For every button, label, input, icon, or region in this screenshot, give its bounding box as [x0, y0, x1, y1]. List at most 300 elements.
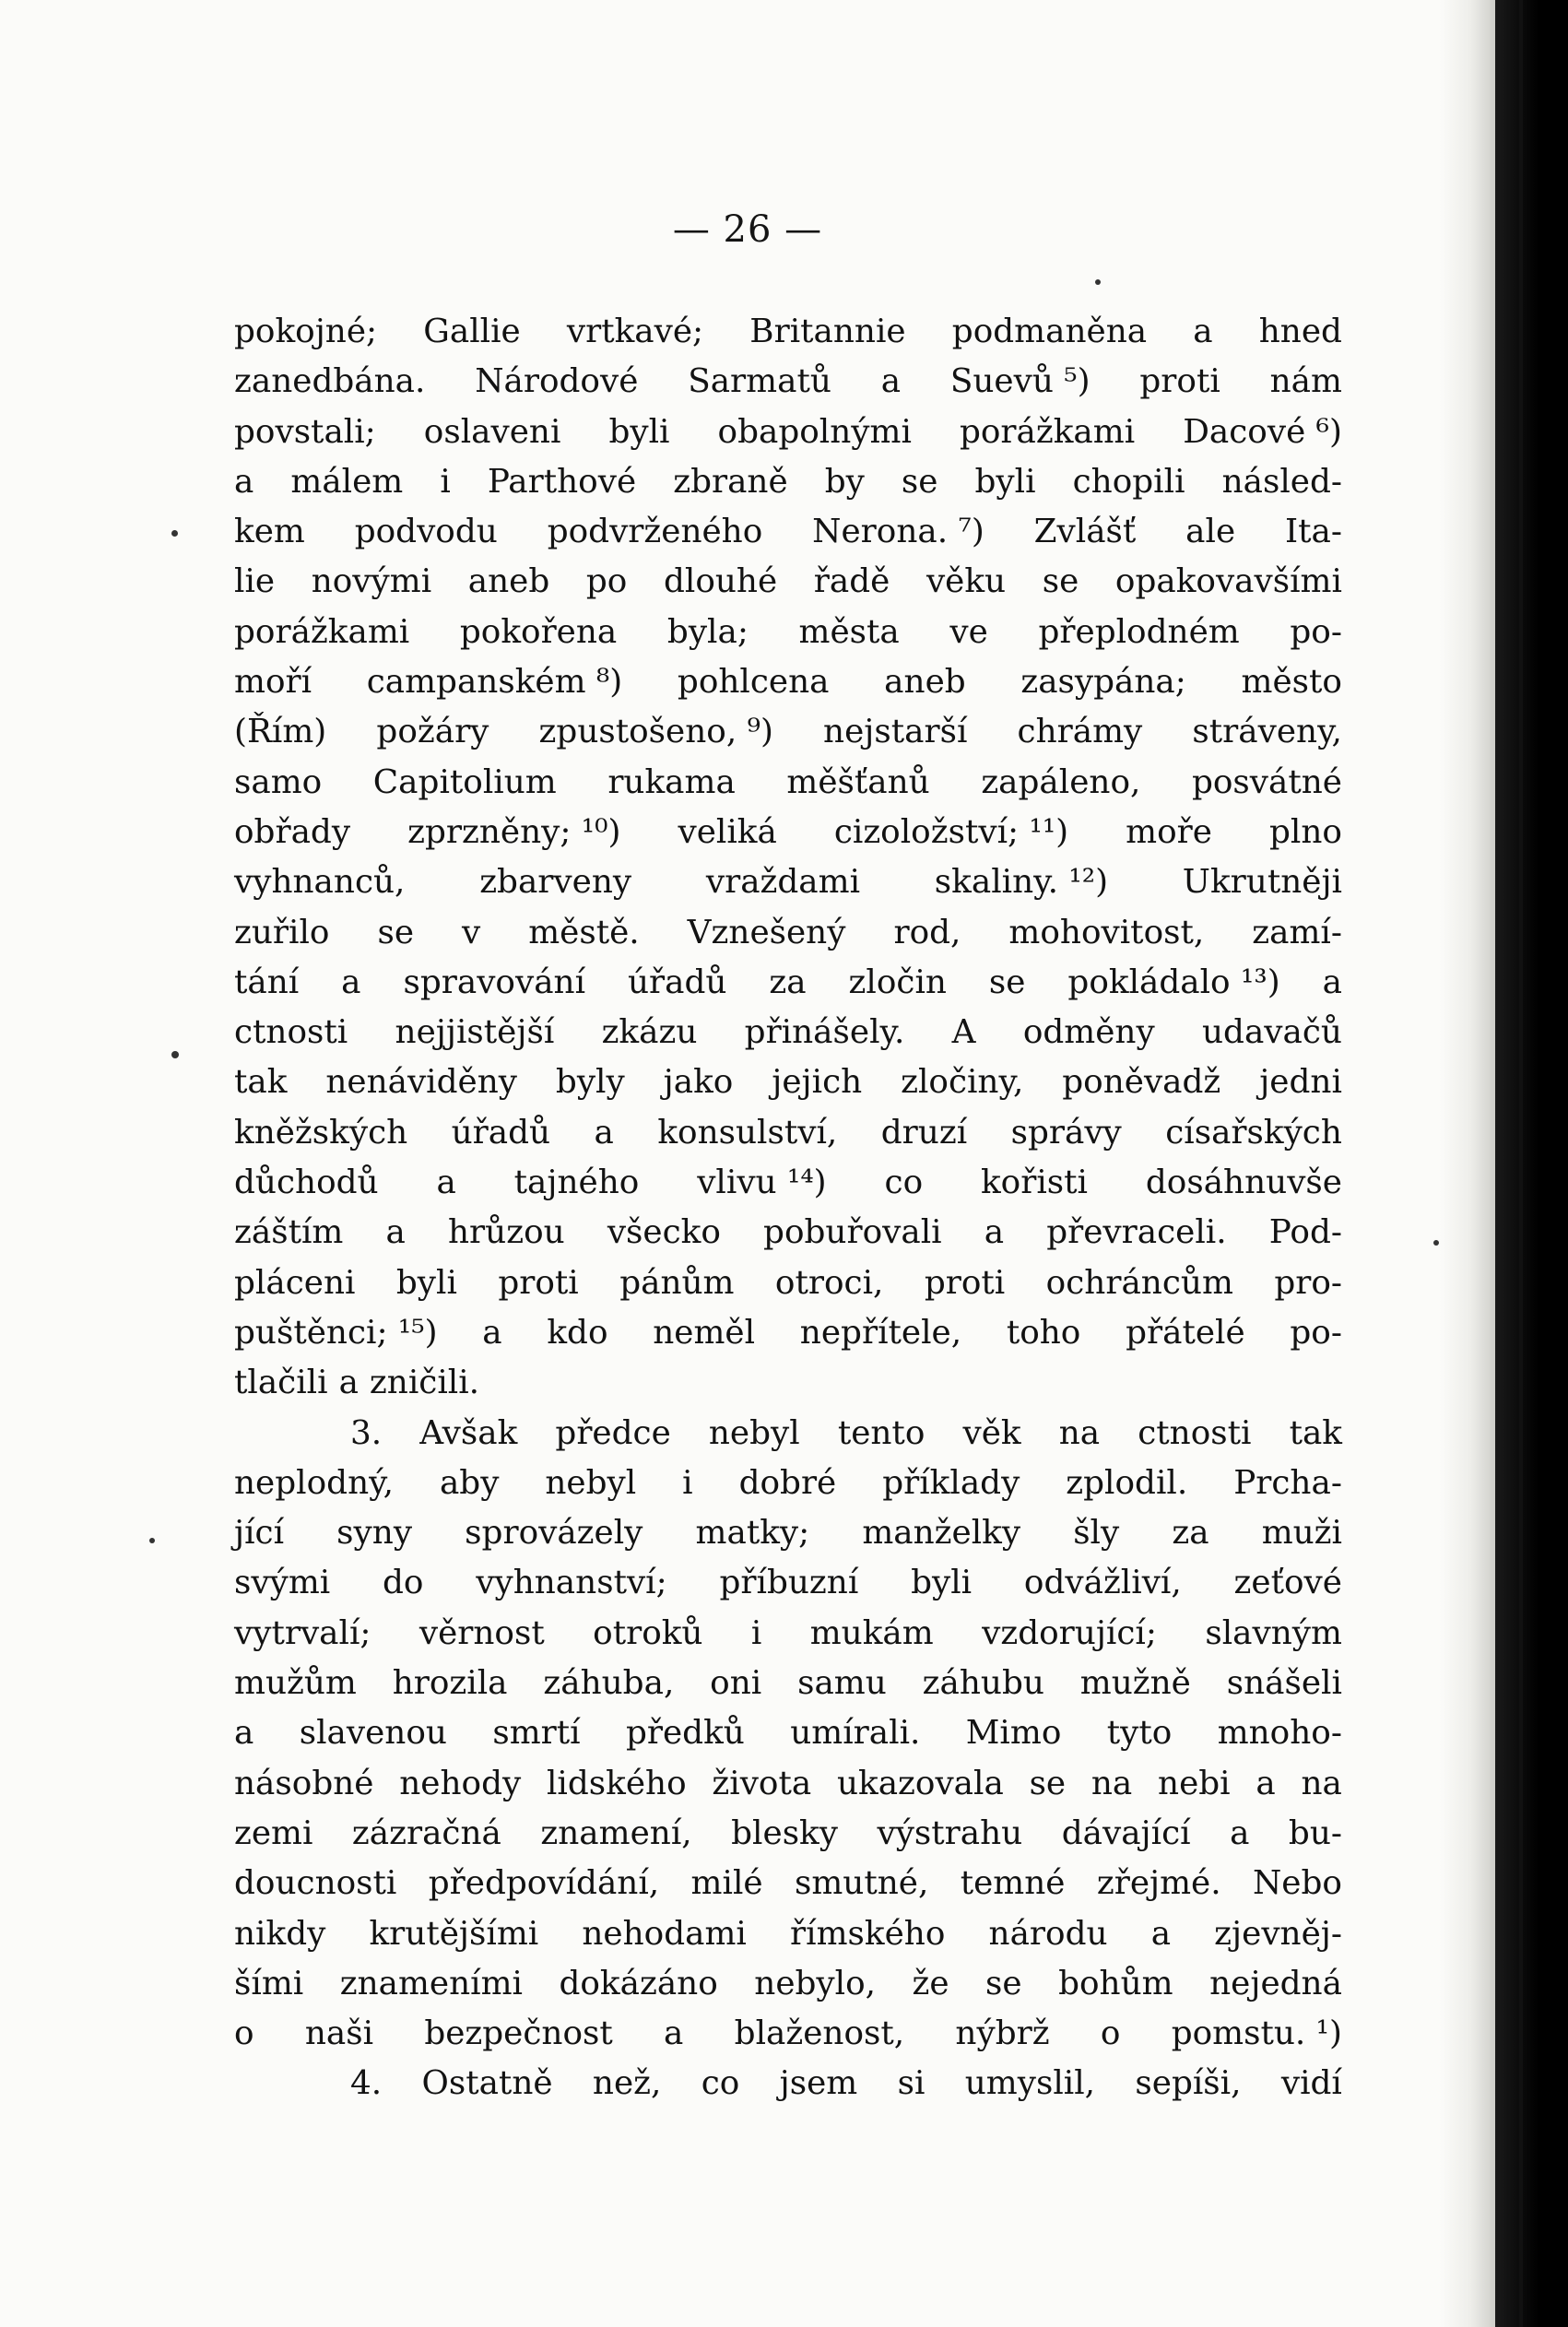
word: ochráncům [1045, 1263, 1233, 1302]
word: nám [1269, 362, 1342, 401]
word: jejich [772, 1063, 863, 1102]
word: ukazovala [836, 1764, 1004, 1802]
word: novými [311, 562, 432, 601]
word: Zvlášť [1033, 513, 1137, 551]
word: násobné [234, 1764, 374, 1802]
word: pánům [619, 1263, 735, 1302]
word: pro- [1274, 1263, 1342, 1302]
text-line [234, 2059, 1342, 2108]
word: tak [234, 1063, 288, 1102]
text-line [234, 857, 1342, 907]
word: a [594, 1113, 614, 1152]
word: a [436, 1164, 456, 1202]
word: nebyl [545, 1463, 637, 1502]
text-line [234, 1158, 1342, 1208]
word: římského [790, 1914, 946, 1953]
word: mukám [809, 1613, 934, 1652]
word: se [901, 462, 938, 501]
word: Parthové [487, 462, 637, 501]
word: zbarveny [479, 863, 632, 902]
word: zničili. [369, 1364, 480, 1402]
word: moře [1126, 812, 1212, 851]
word: že [912, 1964, 949, 2002]
word: odměny [1022, 1013, 1155, 1052]
word: chrámy [1017, 713, 1143, 751]
text-line [234, 307, 1342, 357]
word: smutné, [794, 1864, 929, 1903]
word: ctnosti [1138, 1413, 1252, 1452]
word: nebylo, [754, 1964, 877, 2002]
ink-speck [171, 1051, 179, 1058]
word: nejstarší [823, 713, 968, 751]
word: dlouhé [663, 562, 778, 601]
word: předce [555, 1413, 671, 1452]
word: tlačili [234, 1364, 328, 1402]
word: podvrženého [547, 513, 763, 551]
word: samo [234, 762, 323, 801]
word: zasypána; [1020, 663, 1186, 702]
word: pohlcena [677, 663, 830, 702]
word: a [1150, 1914, 1172, 1953]
word: sprovázely [465, 1514, 643, 1553]
text-line [234, 408, 1342, 457]
word: neměl [653, 1313, 756, 1352]
word: věrnost [419, 1613, 545, 1652]
word: Pod- [1268, 1213, 1342, 1252]
page-number: — 26 — [672, 208, 823, 251]
word: vyhnanců, [234, 863, 406, 902]
word: obapolnými [717, 412, 912, 451]
word: věku [925, 562, 1007, 601]
word: a [482, 1313, 502, 1352]
word: po- [1290, 1313, 1342, 1352]
word: byli [395, 1263, 457, 1302]
word: slavenou [299, 1714, 447, 1753]
word: záhuba, [543, 1664, 675, 1703]
word: městě. [528, 913, 640, 951]
word: a [338, 1364, 359, 1402]
word: nenáviděny [325, 1063, 518, 1102]
word: předků [625, 1714, 745, 1753]
word: moří [234, 663, 312, 702]
word: cizoložství; ¹¹) [833, 812, 1069, 851]
text-line [234, 1508, 1342, 1558]
word: tání [234, 963, 300, 1001]
word: nehody [399, 1764, 522, 1802]
word: slavným [1205, 1613, 1342, 1652]
word: všecko [607, 1213, 721, 1252]
word: šly [1073, 1514, 1120, 1553]
text-line [234, 1859, 1342, 1908]
word: vzdorující; [982, 1613, 1157, 1652]
text-line [234, 908, 1342, 958]
word: tajného [513, 1164, 640, 1202]
text-line [234, 1208, 1342, 1258]
word: rukama [607, 762, 736, 801]
word: nebyl [708, 1413, 800, 1452]
word: vyhnanství; [476, 1564, 667, 1602]
word: co [884, 1164, 924, 1202]
word: kdo [547, 1313, 608, 1352]
word: syny [336, 1514, 413, 1553]
text-line [234, 1809, 1342, 1859]
word: po- [1290, 612, 1342, 651]
word: otroků [593, 1613, 703, 1652]
word: lidského [546, 1764, 687, 1802]
word: o [1100, 2014, 1121, 2053]
word: snášeli [1226, 1664, 1342, 1703]
word: dávající [1061, 1813, 1191, 1852]
text-line [234, 1108, 1342, 1158]
text-line [234, 1459, 1342, 1508]
word: zprzněny; ¹⁰) [407, 812, 621, 851]
word: vrtkavé; [566, 313, 704, 350]
word: znamení, [540, 1813, 692, 1852]
ink-speck [1095, 279, 1101, 285]
word: Ostatně [421, 2064, 553, 2103]
word: Capitolium [372, 762, 557, 801]
word: neplodný, [234, 1463, 394, 1502]
word: hned [1258, 313, 1342, 350]
word: A [951, 1013, 976, 1052]
word: dokázáno [559, 1964, 718, 2002]
word: Nebo [1252, 1864, 1342, 1903]
word: 3. [350, 1413, 383, 1452]
word: příklady [882, 1463, 1020, 1502]
word: na [1301, 1764, 1342, 1802]
word: po [585, 562, 628, 601]
word: oslaveni [423, 412, 561, 451]
word: by [824, 462, 865, 501]
word: (Řím) [234, 713, 327, 751]
word: a [1193, 313, 1213, 350]
word: mužům [234, 1664, 357, 1703]
word: rod, [893, 913, 961, 951]
word: a [1322, 963, 1342, 1001]
text-line [234, 1609, 1342, 1659]
word: Suevů ⁵) [949, 362, 1091, 401]
text-line [234, 958, 1342, 1008]
word: se [1029, 1764, 1067, 1802]
text-line [234, 758, 1342, 808]
word: znameními [339, 1964, 523, 2002]
word: aby [439, 1463, 500, 1502]
word: povstali; [234, 412, 376, 451]
word: šími [234, 1964, 304, 2002]
word: úřadů [451, 1113, 551, 1152]
word: i [750, 1613, 762, 1652]
word: požáry [376, 713, 489, 751]
word: porážkami [234, 612, 410, 651]
word: kem [234, 513, 305, 551]
word: nepřítele, [799, 1313, 962, 1352]
word: jící [234, 1514, 285, 1553]
word: blaženost, [734, 2014, 905, 2053]
word: obřady [234, 812, 351, 851]
word: veliká [678, 812, 777, 851]
word: přátelé [1126, 1313, 1245, 1352]
text-line [234, 2009, 1342, 2059]
word: aneb [467, 562, 550, 601]
word: se [985, 1964, 1022, 2002]
word: byly [555, 1063, 625, 1102]
word: odvážliví, [1023, 1564, 1182, 1602]
word: sepíši, [1135, 2064, 1242, 2103]
word: spravování [403, 963, 586, 1001]
word: zpustošeno, ⁹) [538, 713, 773, 751]
word: nebi [1158, 1764, 1231, 1802]
text-line [234, 1708, 1342, 1758]
word: a [1256, 1764, 1276, 1802]
text-line [234, 1258, 1342, 1308]
word: Národové [475, 362, 639, 401]
word: pokořena [459, 612, 618, 651]
ink-speck [149, 1538, 155, 1543]
word: ctnosti [234, 1013, 348, 1052]
word: a [880, 362, 902, 401]
word: si [897, 2064, 925, 2103]
spine-line [1519, 0, 1523, 2327]
word: zřejmé. [1096, 1864, 1221, 1903]
word: mužně [1079, 1664, 1191, 1703]
text-line [234, 1358, 1342, 1408]
text-line [234, 608, 1342, 657]
text-line [234, 1008, 1342, 1057]
word: výstrahu [877, 1813, 1023, 1852]
word: o [234, 2014, 254, 2053]
word: bezpečnost [424, 2014, 613, 2053]
word: Mimo [965, 1714, 1062, 1753]
word: smrtí [492, 1714, 581, 1753]
word: a [385, 1213, 406, 1252]
word: Ita- [1285, 513, 1342, 551]
word: příbuzní [719, 1564, 859, 1602]
word: manželky [862, 1514, 1021, 1553]
word: temné [960, 1864, 1066, 1903]
word: císařských [1165, 1113, 1342, 1152]
word: města [798, 612, 900, 651]
word: blesky [731, 1813, 838, 1852]
word: se [377, 913, 415, 951]
word: násled- [1221, 462, 1342, 501]
ink-speck [1433, 1240, 1439, 1246]
word: podvodu [354, 513, 498, 551]
word: 4. [350, 2064, 383, 2103]
word: a [1230, 1813, 1250, 1852]
word: druzí [880, 1113, 968, 1152]
word: stráveny, [1192, 713, 1342, 751]
word: nikdy [234, 1914, 326, 1953]
word: podmaněna [951, 313, 1148, 350]
word: předpovídání, [428, 1864, 660, 1903]
word: jedni [1259, 1063, 1342, 1102]
text-line [234, 1409, 1342, 1459]
word: kněžských [234, 1113, 408, 1152]
text-line [234, 1759, 1342, 1809]
word: než, [592, 2064, 662, 2103]
word: zázračná [351, 1813, 501, 1852]
text-line [234, 808, 1342, 857]
word: i [682, 1463, 693, 1502]
word: úřadů [627, 963, 727, 1001]
word: naši [304, 2014, 374, 2053]
word: jako [663, 1063, 734, 1102]
word: milé [690, 1864, 763, 1903]
word: konsulství, [657, 1113, 838, 1152]
page-fold-shadow [1440, 0, 1495, 2327]
word: i [440, 462, 451, 501]
text-line [234, 1308, 1342, 1358]
word: věk [962, 1413, 1021, 1452]
text-line [234, 657, 1342, 707]
text-line [234, 707, 1342, 757]
word: Vznešený [687, 913, 846, 951]
word: Avšak [419, 1413, 518, 1452]
word: pokojné; [234, 313, 378, 350]
word: dobré [738, 1463, 837, 1502]
body-text [234, 307, 1342, 2109]
word: přinášely. [744, 1013, 905, 1052]
word: aneb [884, 663, 966, 702]
word: a [664, 2014, 684, 2053]
word: umyslil, [964, 2064, 1096, 2103]
word: udavačů [1201, 1013, 1342, 1052]
word: hrozila [392, 1664, 508, 1703]
word: správy [1010, 1113, 1122, 1152]
word: byli [911, 1564, 973, 1602]
word: do [383, 1564, 424, 1602]
word: vytrvalí; [234, 1613, 371, 1652]
word: byli [974, 462, 1036, 501]
word: chopili [1072, 462, 1185, 501]
word: pláceni [234, 1263, 356, 1302]
word: měšťanů [786, 762, 930, 801]
word: málem [290, 462, 404, 501]
word: mohovitost, [1008, 913, 1205, 951]
word: tak [1289, 1413, 1342, 1452]
word: město [1241, 663, 1342, 702]
word: mnoho- [1217, 1714, 1342, 1753]
word: proti [1139, 362, 1220, 401]
word: otroci, [774, 1263, 884, 1302]
word: proti [924, 1263, 1006, 1302]
word: zeťové [1233, 1564, 1342, 1602]
word: Ukrutněji [1182, 863, 1342, 902]
text-line [234, 357, 1342, 407]
word: proti [498, 1263, 579, 1302]
word: jsem [779, 2064, 858, 2103]
word: zapáleno, [981, 762, 1141, 801]
text-line [234, 457, 1342, 507]
text-line [234, 1909, 1342, 1959]
text-line [234, 1057, 1342, 1107]
word: zbraně [673, 462, 788, 501]
word: a [984, 1213, 1005, 1252]
word: nehodami [582, 1914, 747, 1953]
word: důchodů [234, 1164, 379, 1202]
word: vraždami [705, 863, 861, 902]
word: lie [234, 562, 276, 601]
word: muži [1261, 1514, 1342, 1553]
text-line [234, 1659, 1342, 1708]
word: nýbrž [955, 2014, 1050, 2053]
word: a [234, 1714, 254, 1753]
word: a [234, 462, 254, 501]
word: toho [1006, 1313, 1081, 1352]
word: svými [234, 1564, 331, 1602]
word: puštěnci; ¹⁵) [234, 1313, 438, 1352]
word: vlivu ¹⁴) [697, 1164, 827, 1202]
word: opakovavšími [1114, 562, 1342, 601]
word: převraceli. [1046, 1213, 1227, 1252]
word: zemi [234, 1813, 313, 1852]
word: dosáhnuvše [1145, 1164, 1342, 1202]
word: zamí- [1252, 913, 1342, 951]
word: zplodil. [1066, 1463, 1188, 1502]
word: života [712, 1764, 812, 1802]
word: Britannie [749, 313, 906, 350]
word: na [1091, 1764, 1133, 1802]
word: bohům [1058, 1964, 1173, 2002]
word: tyto [1106, 1714, 1173, 1753]
word: plno [1268, 812, 1342, 851]
word: co [701, 2064, 740, 2103]
word: v [462, 913, 481, 951]
word: porážkami [959, 412, 1136, 451]
word: záštím [234, 1213, 344, 1252]
word: nejjistější [395, 1013, 555, 1052]
word: za [1172, 1514, 1209, 1553]
word: umírali. [790, 1714, 921, 1753]
word: oni [710, 1664, 762, 1703]
word: krutějšími [369, 1914, 539, 1953]
word: Sarmatů [688, 362, 831, 401]
word: doucnosti [234, 1864, 397, 1903]
word: přeplodném [1038, 612, 1240, 651]
word: vidí [1280, 2064, 1342, 2103]
word: Dacové ⁶) [1183, 412, 1342, 451]
word: ve [949, 612, 988, 651]
word: matky; [695, 1514, 810, 1553]
word: zanedbána. [234, 362, 426, 401]
word: zločin [848, 963, 947, 1001]
word: se [1042, 562, 1079, 601]
word: kořisti [980, 1164, 1088, 1202]
word: poněvadž [1062, 1063, 1221, 1102]
word: na [1058, 1413, 1101, 1452]
word: skaliny. ¹²) [934, 863, 1109, 902]
word: za [769, 963, 807, 1001]
word: byli [608, 412, 670, 451]
word: záhubu [922, 1664, 1044, 1703]
word: řadě [813, 562, 890, 601]
word: hrůzou [447, 1213, 565, 1252]
word: a [341, 963, 361, 1001]
text-line [234, 1959, 1342, 2009]
word: zkázu [601, 1013, 698, 1052]
word: Gallie [423, 313, 521, 350]
word: Prcha- [1233, 1463, 1342, 1502]
word: campanském ⁸) [366, 663, 623, 702]
ink-speck [171, 530, 178, 537]
word: Nerona. ⁷) [812, 513, 984, 551]
text-line [234, 507, 1342, 557]
word: pomstu. ¹) [1171, 2014, 1342, 2053]
word: zuřilo [234, 913, 330, 951]
word: byla; [666, 612, 749, 651]
word: pobuřovali [763, 1213, 942, 1252]
word: bu- [1288, 1813, 1342, 1852]
